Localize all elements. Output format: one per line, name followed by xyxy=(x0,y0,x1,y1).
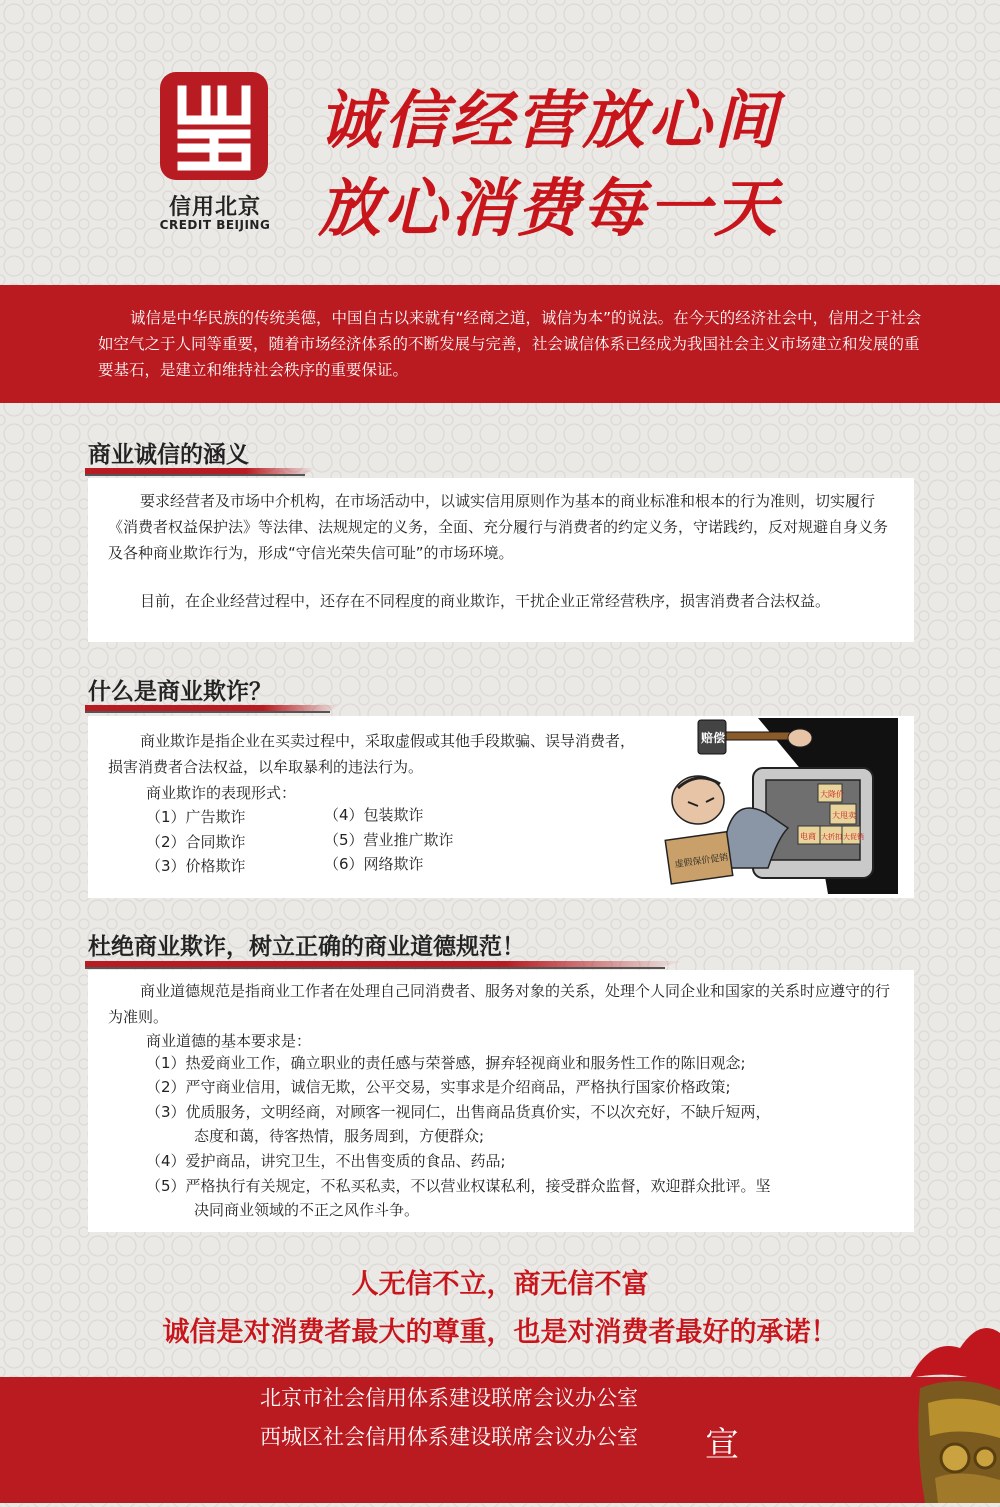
requirement-item-continued: 决同商业领域的不正之风作斗争。 xyxy=(194,1201,420,1219)
screen-label: 大降价 xyxy=(820,790,844,799)
fraud-form-item: （5）营业推广欺诈 xyxy=(324,831,454,849)
screen-label: 大甩卖 xyxy=(832,811,856,820)
cartoon-illustration xyxy=(658,718,898,894)
headline-line-1: 诚信经营放心间 xyxy=(318,84,780,157)
section3-title: 杜绝商业欺诈，树立正确的商业道德规范！ xyxy=(88,934,525,960)
motto-line-1: 人无信不立，商无信不富 xyxy=(351,1269,649,1300)
section2-panel xyxy=(88,716,914,898)
bronze-vessel-decoration xyxy=(900,1318,1000,1503)
requirement-item: （3）优质服务，文明经商，对顾客一视同仁，出售商品货真价实，不以次充好，不缺斤短两， xyxy=(146,1103,771,1121)
fraud-form-item: （6）网络欺诈 xyxy=(324,855,424,873)
announce-mark: 宣 xyxy=(705,1425,739,1465)
section1-title: 商业诚信的涵义 xyxy=(88,442,249,468)
hammer-label: 赔偿 xyxy=(701,731,726,745)
requirement-item: （5）严格执行有关规定，不私买私卖，不以营业权谋私利，接受群众监督，欢迎群众批评。坚 xyxy=(146,1177,771,1195)
fraud-cartoon xyxy=(658,718,898,894)
screen-label: 大促销 xyxy=(843,833,864,841)
headline-line-2: 放心消费每一天 xyxy=(318,172,780,245)
fraud-form-item: （3）价格欺诈 xyxy=(146,857,246,875)
box-label: 虚假保价促销 xyxy=(674,852,729,871)
section3-panel xyxy=(88,970,914,1232)
logo-text-en: CREDIT BEIJING xyxy=(159,218,271,232)
fraud-form-item: （1）广告欺诈 xyxy=(146,808,246,826)
requirement-item: （1）热爱商业工作，确立职业的责任感与荣誉感，摒弃轻视商业和服务性工作的陈旧观念; xyxy=(146,1054,746,1072)
section2-title: 什么是商业欺诈？ xyxy=(88,679,272,705)
section1-para2: 目前，在企业经营过程中，还存在不同程度的商业欺诈，干扰企业正常经营秩序，损害消费者合法权益。 xyxy=(140,592,831,610)
motto-line-2: 诚信是对消费者最大的尊重，也是对消费者最好的承诺！ xyxy=(162,1317,838,1348)
requirement-item-continued: 态度和蔼，待客热情，服务周到，方便群众; xyxy=(194,1127,485,1145)
issuer-line-1: 北京市社会信用体系建设联席会议办公室 xyxy=(260,1386,638,1410)
screen-label: 大折扣 xyxy=(821,833,842,841)
section1-underline-thin xyxy=(85,474,305,476)
intro-text: 诚信是中华民族的传统美德，中国自古以来就有“经商之道，诚信为本”的说法。在今天的经济社会中，信用之于社会如空气之于人同等重要，随着市场经济体系的不断发展与完善，社会诚信体系已经成为我国社会主义市场建立和发展的重要基石，是建立和维持社会秩序的重要保证。 xyxy=(98,309,922,379)
section1-panel xyxy=(88,478,914,642)
issuer-line-2: 西城区社会信用体系建设联席会议办公室 xyxy=(260,1425,638,1449)
requirements-intro: 商业道德的基本要求是： xyxy=(146,1032,312,1050)
section2-underline-thin xyxy=(85,711,330,713)
section3-underline-thin xyxy=(85,967,665,969)
section1-para1: 要求经营者及市场中介机构，在市场活动中，以诚实信用原则作为基本的商业标准和根本的行为准则，切实履行《消费者权益保护法》等法律、法规规定的义务，全面、充分履行与消费者的约定义务，守诺践约，反对规避自身义务及各种商业欺诈行为，形成“守信光荣失信可耻”的市场环境。 xyxy=(108,492,889,562)
requirement-item: （2）严守商业信用，诚信无欺，公平交易，实事求是介绍商品，严格执行国家价格政策; xyxy=(146,1078,731,1096)
credit-seal-icon xyxy=(160,72,268,180)
fraud-forms-intro: 商业欺诈的表现形式： xyxy=(146,784,297,802)
section2-para1: 商业欺诈是指企业在买卖过程中，采取虚假或其他手段欺骗、误导消费者，损害消费者合法权益，以牟取暴利的违法行为。 xyxy=(108,732,636,776)
logo-text-cn: 信用北京 xyxy=(168,195,261,220)
fraud-form-item: （2）合同欺诈 xyxy=(146,833,246,851)
credit-beijing-logo xyxy=(160,72,268,180)
section3-para1: 商业道德规范是指商业工作者在处理自己同消费者、服务对象的关系，处理个人同企业和国家的关系时应遵守的行为准则。 xyxy=(108,982,891,1026)
fraud-form-item: （4）包装欺诈 xyxy=(324,806,424,824)
screen-label: 电商 xyxy=(800,832,816,841)
requirement-item: （4）爱护商品，讲究卫生，不出售变质的食品、药品; xyxy=(146,1152,506,1170)
bronze-vessel-icon xyxy=(900,1318,1000,1503)
